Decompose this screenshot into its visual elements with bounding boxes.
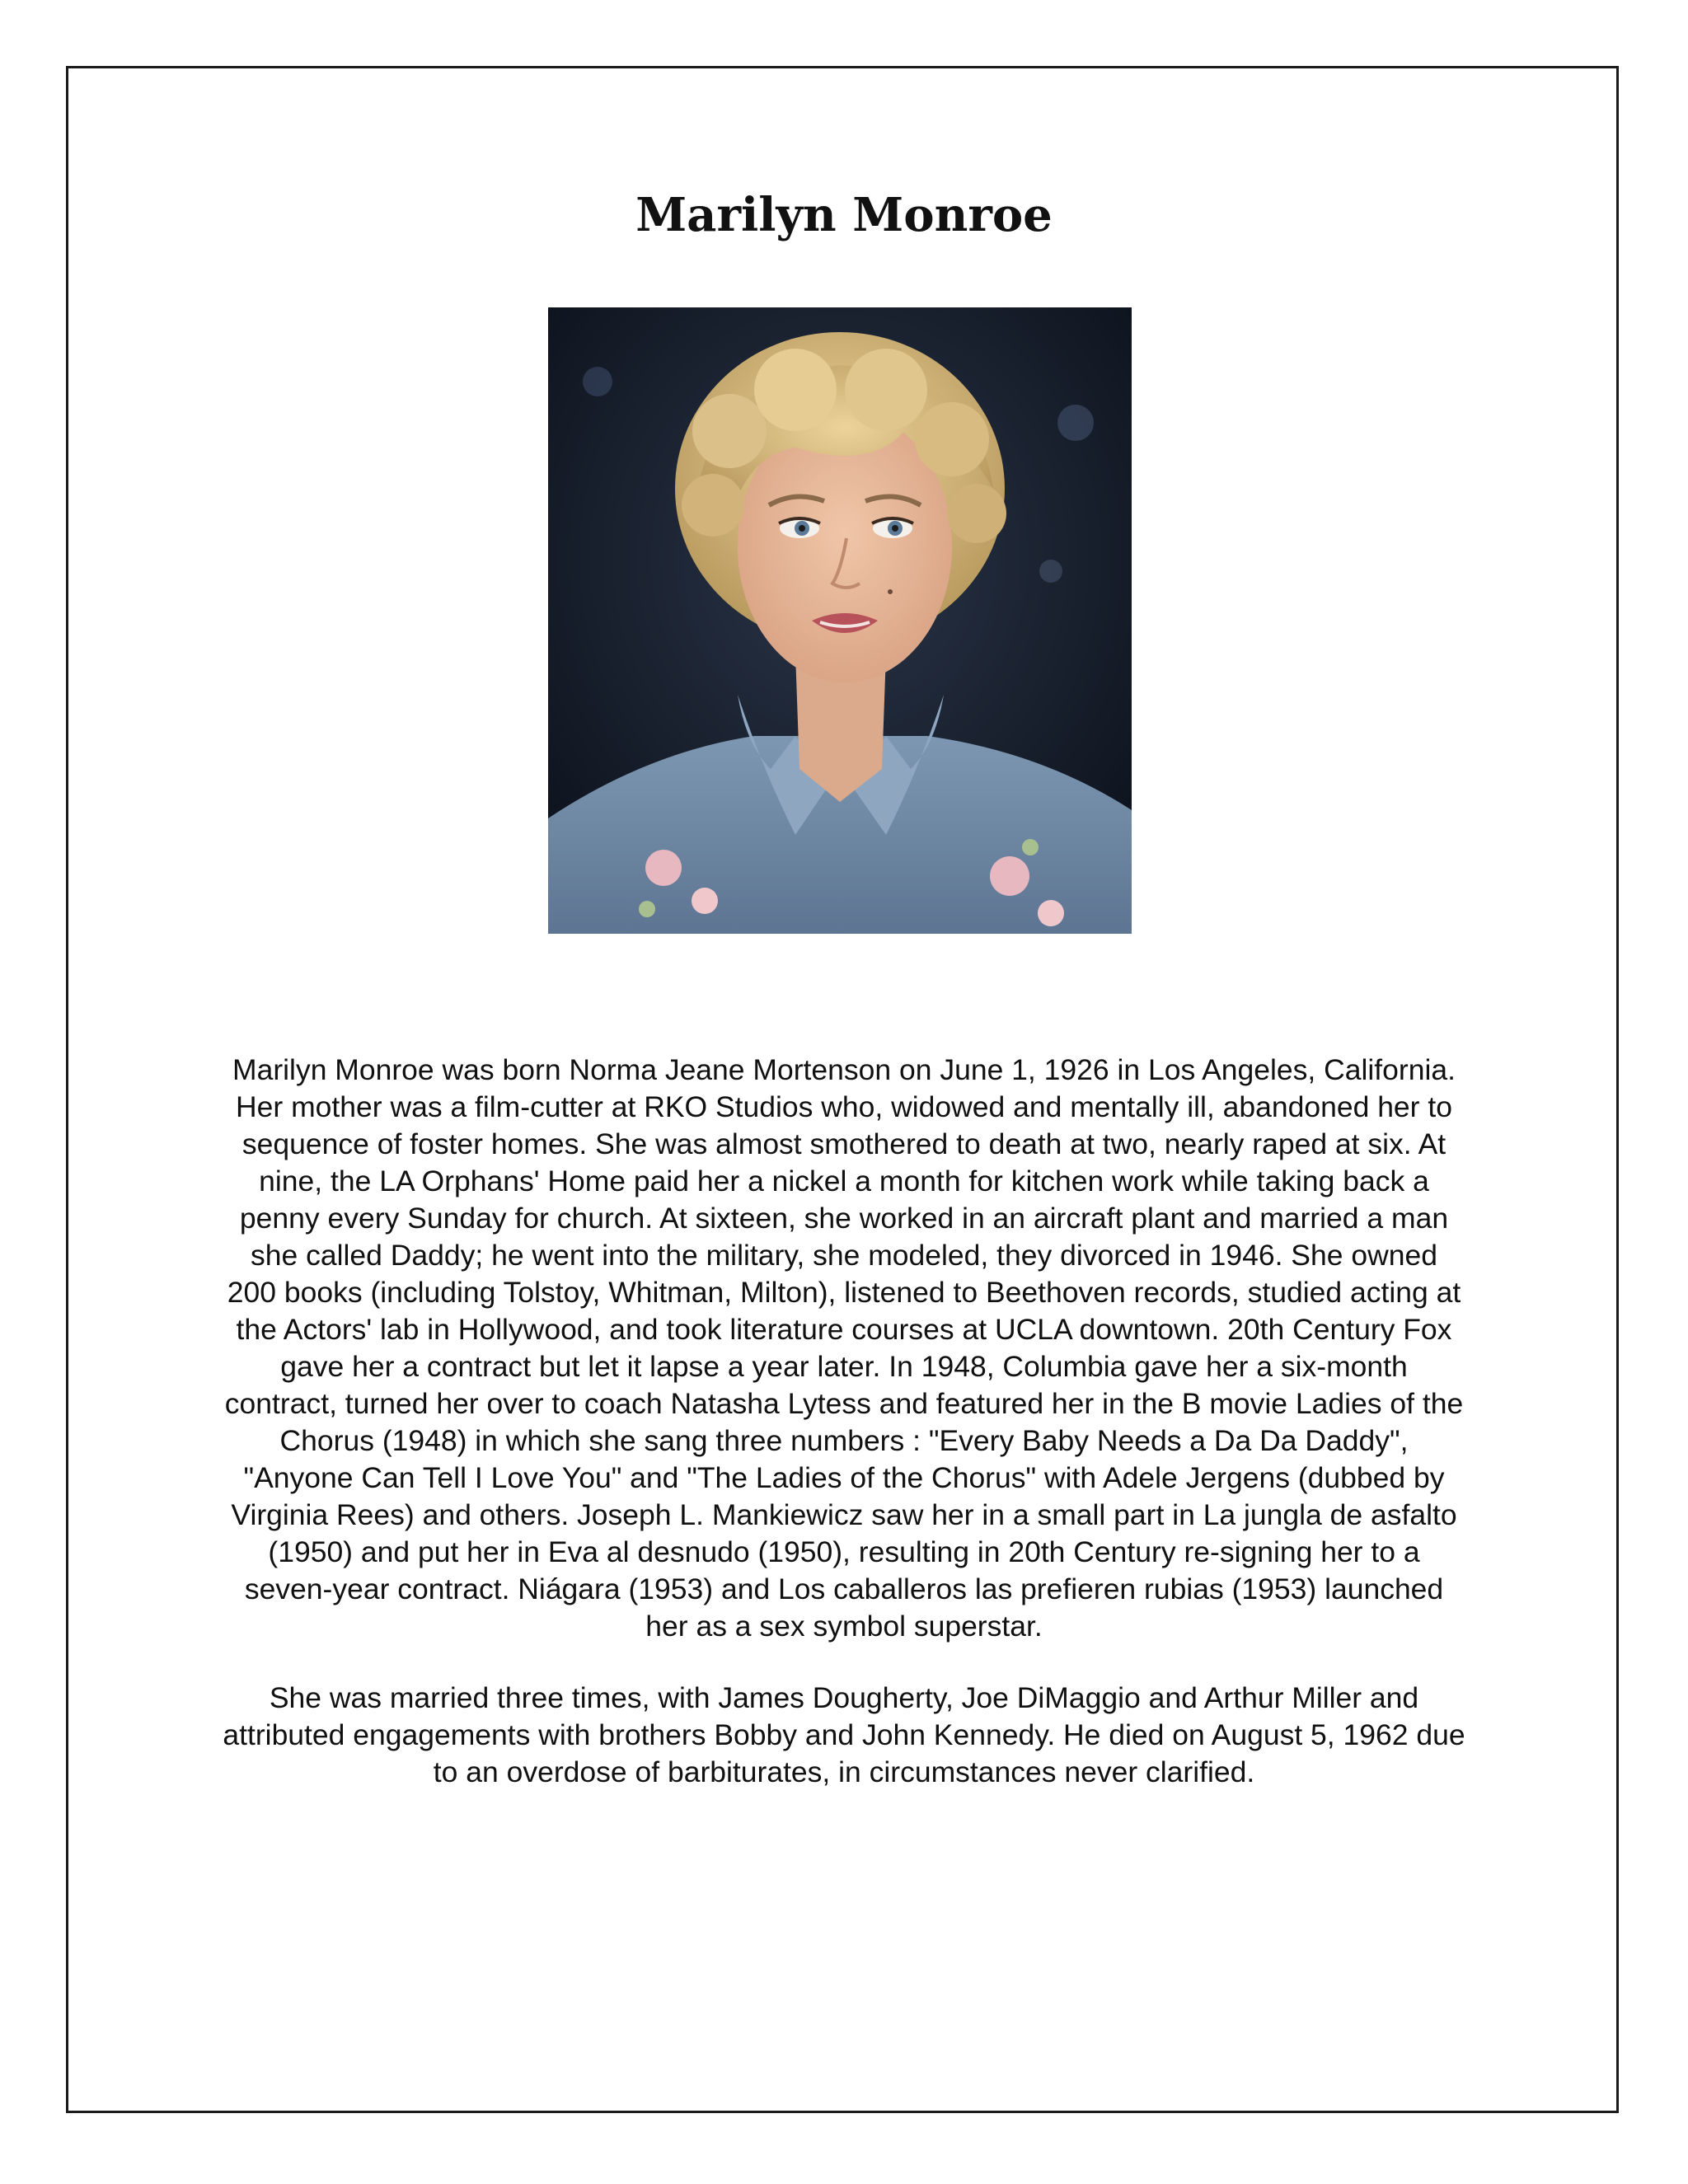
biography-paragraph-1: Marilyn Monroe was born Norma Jeane Mortenson on June 1, 1926 in Los Angeles, California. Her mother was a film-cutter at RKO Studios who, widowed and mentally ill, abandoned her to sequence of foster homes. She was almost smothered to death at two, nearly raped at six. At nine, the LA Orphans' Home paid her a nickel a month for kitchen work while taking back a penny every Sunday for church. At sixteen, she worked in an aircraft plant and married a man she called Daddy; he went into the military, she modeled, they divorced in 1946. She owned 200 books (including Tolstoy, Whitman, Milton), listened to Beethoven records, studied acting at the Actors' lab in Hollywood, and took literature courses at UCLA downtown. 20th Century Fox gave her a contract but let it lapse a year later. In 1948, Columbia gave her a six-month contract, turned her over to coach Natasha Lytess and featured her in the B movie Ladies of the Chorus (1948) in which she sang three numbers : "Every Baby Needs a Da Da Daddy", "Anyone Can Tell I Love You" and "The Ladies of the Chorus" with Adele Jergens (dubbed by Virginia Rees) and others. Joseph L. Mankiewicz saw her in a small part in La jungla de asfalto (1950) and put her in Eva al desnudo (1950), resulting in 20th Century re-signing her to a seven-year contract. Niágara (1953) and Los caballeros las prefieren rubias (1953) launched her as a sex symbol superstar.	[224, 1053, 1464, 1643]
biography-paragraph-2: She was married three times, with James Dougherty, Joe DiMaggio and Arthur Miller and attributed engagements with brothers Bobby and John Kennedy. He died on August 5, 1962 due to an overdose of barbiturates, in circumstances never clarified.	[223, 1681, 1465, 1788]
biography-text	[223, 1052, 1465, 1825]
document-title: Marilyn Monroe	[635, 188, 1053, 242]
portrait-photo	[548, 307, 1132, 934]
